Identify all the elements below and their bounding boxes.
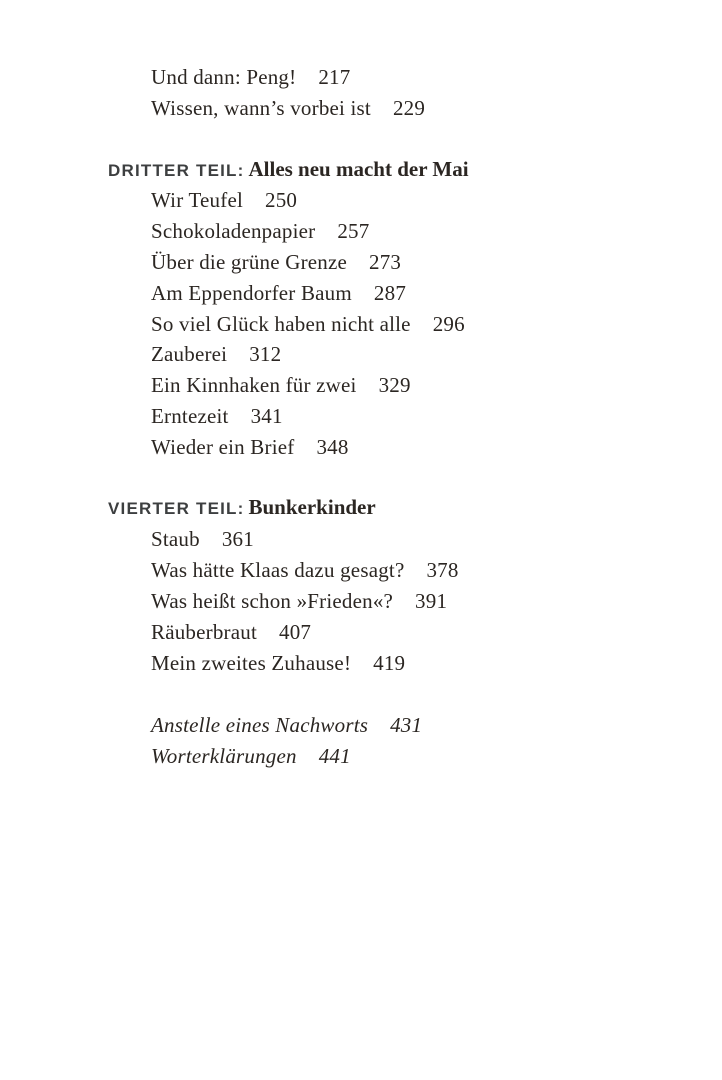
- toc-entry: [151, 311, 465, 337]
- toc-entry: [151, 403, 283, 429]
- page-number: 407: [279, 620, 312, 644]
- toc-entry: [151, 588, 447, 614]
- chapter-title: Zauberei: [151, 342, 228, 366]
- chapter-title: Was hätte Klaas dazu gesagt?: [151, 558, 405, 582]
- toc-entry: [151, 187, 297, 213]
- page-number: 257: [337, 219, 370, 243]
- chapter-title: Und dann: Peng!: [151, 65, 297, 89]
- chapter-title: Ein Kinnhaken für zwei: [151, 373, 357, 397]
- part-title: Alles neu macht der Mai: [248, 157, 469, 181]
- toc-entry: [151, 619, 311, 645]
- page-number: 217: [318, 65, 351, 89]
- page-number: 361: [221, 527, 254, 551]
- chapter-title: Anstelle eines Nachworts: [151, 713, 369, 737]
- part-heading-four: [108, 493, 376, 524]
- page-number: 296: [432, 312, 465, 336]
- part-label: VIERTER TEIL:: [108, 499, 245, 518]
- page-number: 431: [390, 713, 423, 737]
- chapter-title: Am Eppendorfer Baum: [151, 281, 352, 305]
- page-number: 378: [426, 558, 459, 582]
- page-number: 441: [318, 744, 351, 768]
- toc-entry-appendix: [151, 712, 422, 738]
- toc-entry: [151, 557, 459, 583]
- chapter-title: Wissen, wann’s vorbei ist: [151, 96, 371, 120]
- page-number: 250: [265, 188, 298, 212]
- page-number: 391: [415, 589, 448, 613]
- page-number: 329: [378, 373, 411, 397]
- page-number: 273: [369, 250, 402, 274]
- chapter-title: Wir Teufel: [151, 188, 244, 212]
- chapter-title: Staub: [151, 527, 200, 551]
- part-heading-three: [108, 155, 469, 186]
- chapter-title: Mein zweites Zuhause!: [151, 651, 352, 675]
- page-number: 341: [250, 404, 283, 428]
- page-number: 419: [373, 651, 406, 675]
- toc-entry-appendix: [151, 743, 351, 769]
- toc-entry: [151, 372, 411, 398]
- toc-entry: [151, 280, 406, 306]
- toc-entry: [151, 249, 401, 275]
- toc-entry: [151, 650, 405, 676]
- toc-entry: [151, 95, 425, 121]
- chapter-title: Über die grüne Grenze: [151, 250, 348, 274]
- chapter-title: Räuberbraut: [151, 620, 257, 644]
- part-title: Bunkerkinder: [248, 495, 376, 519]
- toc-entry: [151, 341, 281, 367]
- page-number: 287: [373, 281, 407, 305]
- toc-entry: [151, 526, 254, 552]
- toc-entry: [151, 64, 350, 90]
- chapter-title: So viel Glück haben nicht alle: [151, 312, 411, 336]
- toc-entry: [151, 434, 349, 460]
- chapter-title: Schokoladenpapier: [151, 219, 316, 243]
- chapter-title: Was heißt schon »Frieden«?: [151, 589, 394, 613]
- page-number: 229: [392, 96, 426, 120]
- chapter-title: Wieder ein Brief: [151, 435, 295, 459]
- page-number: 348: [316, 435, 349, 459]
- chapter-title: Worterklärungen: [151, 744, 297, 768]
- page-number: 312: [249, 342, 282, 366]
- chapter-title: Erntezeit: [151, 404, 229, 428]
- part-label: DRITTER TEIL:: [108, 161, 245, 180]
- toc-entry: [151, 218, 369, 244]
